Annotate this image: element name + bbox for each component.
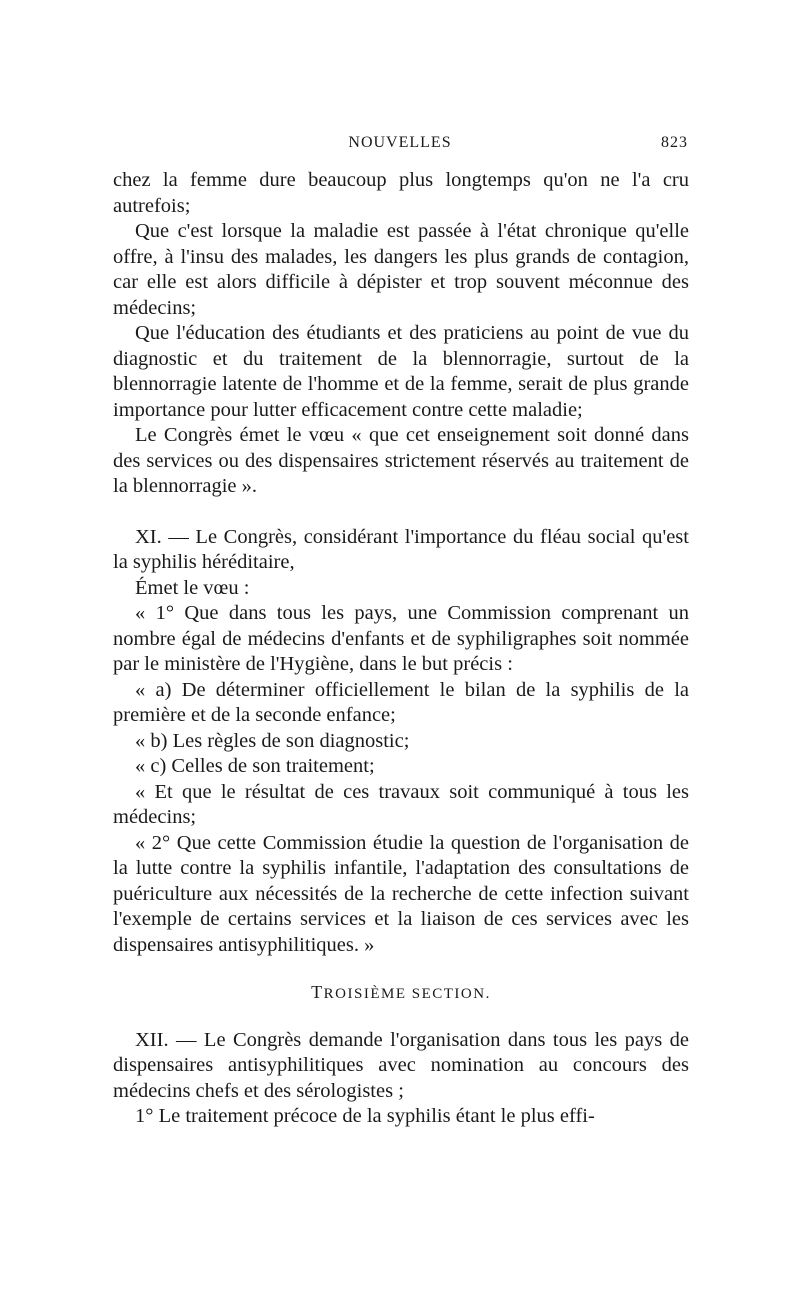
running-header [0, 134, 800, 158]
section-heading [113, 980, 689, 1008]
paragraph: Que l'éducation des étudiants et des praticiens au point de vue du diagnostic et du traitement de la blennorragie, surtout de la blennorragie latente de l'homme et de la femme, serait de plus grande importance pour lutter efficacement contre cette maladie; [113, 322, 689, 421]
paragraph: « 2° Que cette Commission étudie la question de l'organisation de la lutte contre la syphilis infantile, l'adaptation des consultations de puériculture aux nécessités de la recherche de cette infection suivant l'exemple de certains services et la liaison de ces services avec les dispensaires antisyphilitiques. » [113, 831, 689, 956]
page-number: 823 [661, 134, 688, 151]
paragraph: Que c'est lorsque la maladie est passée à l'état chronique qu'elle offre, à l'insu des malades, les dangers les plus grands de contagion, car elle est alors difficile à dépister et trop souvent méconnue des médecins; [113, 220, 689, 319]
paragraph: Le Congrès émet le vœu « que cet enseignement soit donné dans des services ou des dispensaires strictement réservés au traitement de la blennorragie ». [113, 424, 689, 497]
paragraph: « b) Les règles de son diagnostic; [135, 729, 410, 752]
paragraph: « Et que le résultat de ces travaux soit communiqué à tous les médecins; [113, 780, 689, 828]
paragraph: « a) De déterminer officiellement le bilan de la syphilis de la première et de la seconde enfance; [113, 678, 689, 726]
paragraph: chez la femme dure beaucoup plus longtemps qu'on ne l'a cru autrefois; [113, 169, 689, 217]
paragraph: Émet le vœu : [135, 576, 250, 599]
paragraph: « c) Celles de son traitement; [135, 755, 375, 777]
resolution-xi: XI. — Le Congrès, considérant l'importance du fléau social qu'est la syphilis héréditaire, [113, 525, 689, 573]
paragraph: 1° Le traitement précoce de la syphilis étant le plus effi- [135, 1105, 595, 1127]
paragraph: « 1° Que dans tous les pays, une Commission comprenant un nombre égal de médecins d'enfants et de syphiligraphes soit nommée par le ministère de l'Hygiène, dans le but précis : [113, 602, 689, 675]
resolution-xii: XII. — Le Congrès demande l'organisation dans tous les pays de dispensaires antisyphilitiques avec nomination au concours des médecins chefs et des sérologistes ; [113, 1028, 689, 1102]
body-text [113, 168, 689, 1130]
section-heading-initial: T [311, 982, 324, 1002]
running-title: NOUVELLES [348, 134, 452, 151]
section-heading-rest: ROISIÈME SECTION. [323, 986, 491, 1002]
